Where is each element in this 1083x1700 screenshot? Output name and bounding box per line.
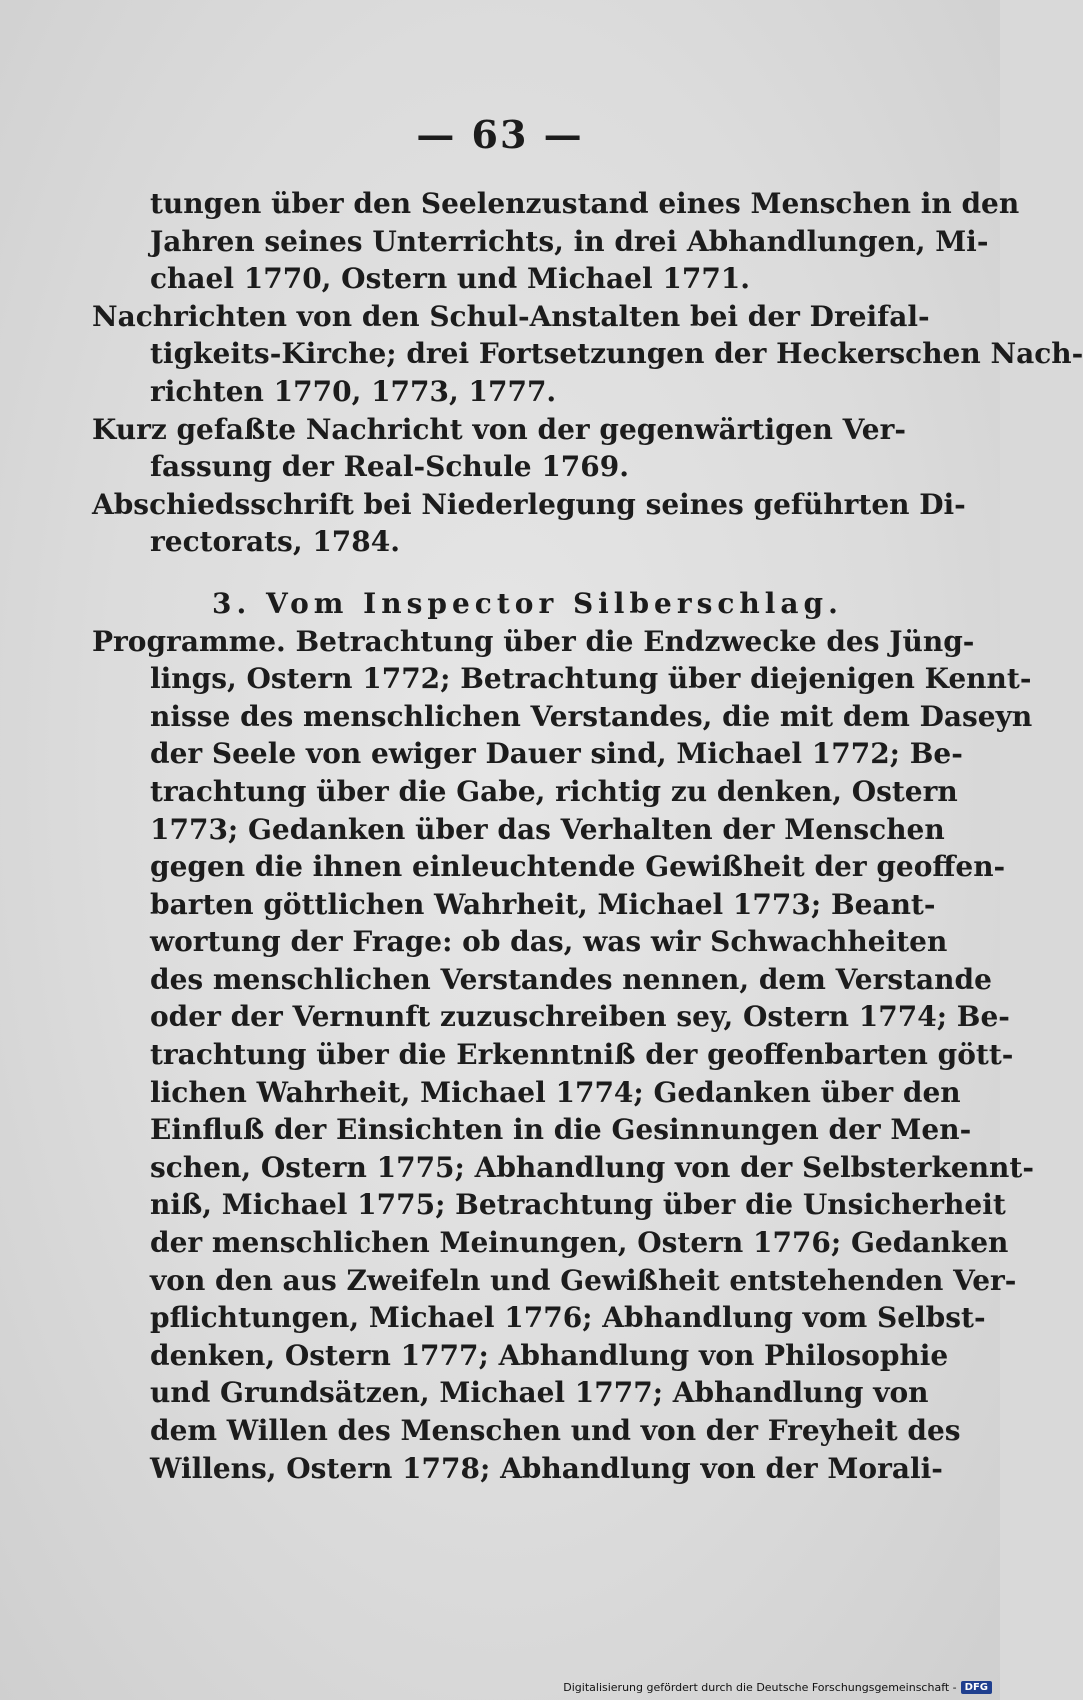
text-line: niß, Michael 1775; Betrachtung über die Unsicherheit: [150, 1188, 1006, 1222]
text-line: der menschlichen Meinungen, Ostern 1776; Gedanken: [150, 1226, 1009, 1260]
text-line: und Grundsätzen, Michael 1777; Abhandlung von: [150, 1376, 929, 1410]
text-line: lings, Ostern 1772; Betrachtung über diejenigen Kennt-: [150, 662, 1032, 696]
text-line: richten 1770, 1773, 1777.: [150, 374, 557, 408]
text-line: schen, Ostern 1775; Abhandlung von der Selbsterkennt-: [150, 1150, 1034, 1184]
digitization-credit: [563, 1676, 992, 1698]
text-line: des menschlichen Verstandes nennen, dem Verstande: [150, 962, 992, 996]
page-number: — 63 —: [416, 112, 584, 157]
body-text: [92, 185, 1083, 1487]
text-line: fassung der Real-Schule 1769.: [150, 450, 629, 484]
text-line: barten göttlichen Wahrheit, Michael 1773; Beant-: [150, 887, 936, 921]
text-line: Einfluß der Einsichten in die Gesinnungen der Men-: [150, 1113, 972, 1147]
text-line: 1773; Gedanken über das Verhalten der Menschen: [150, 812, 945, 846]
text-line: denken, Ostern 1777; Abhandlung von Philosophie: [150, 1338, 949, 1372]
text-line: wortung der Frage: ob das, was wir Schwachheiten: [150, 925, 948, 959]
text-line: nisse des menschlichen Verstandes, die mit dem Daseyn: [150, 699, 1033, 733]
text-line: tungen über den Seelenzustand eines Menschen in den: [150, 187, 1020, 220]
text-line: der Seele von ewiger Dauer sind, Michael 1772; Be-: [150, 737, 963, 771]
entry-heading-line: Nachrichten von den Schul-Anstalten bei der Dreifal-: [92, 299, 930, 333]
text-line: trachtung über die Gabe, richtig zu denken, Ostern: [150, 774, 958, 808]
text-line: gegen die ihnen einleuchtende Gewißheit der geoffen-: [150, 850, 1006, 884]
text-line: lichen Wahrheit, Michael 1774; Gedanken über den: [150, 1075, 961, 1109]
entry-heading-line: Programme. Betrachtung über die Endzwecke des Jüng-: [92, 624, 975, 658]
entry-heading-line: Kurz gefaßte Nachricht von der gegenwärtigen Ver-: [92, 412, 906, 446]
text-line: dem Willen des Menschen und von der Freyheit des: [150, 1414, 961, 1447]
credit-text: Digitalisierung gefördert durch die Deutsche Forschungsgemeinschaft -: [563, 1680, 957, 1694]
text-line: oder der Vernunft zuzuschreiben sey, Ostern 1774; Be-: [150, 1000, 1010, 1034]
text-line: chael 1770, Ostern und Michael 1771.: [150, 262, 751, 296]
text-line: tigkeits-Kirche; drei Fortsetzungen der Heckerschen Nach-: [150, 337, 1083, 371]
text-line: trachtung über die Erkenntniß der geoffenbarten gött-: [150, 1038, 1014, 1072]
text-line: Willens, Ostern 1778; Abhandlung von der Morali-: [150, 1451, 943, 1485]
text-line: rectorats, 1784.: [150, 525, 400, 559]
text-line: Jahren seines Unterrichts, in drei Abhandlungen, Mi-: [150, 224, 989, 258]
text-line: pflichtungen, Michael 1776; Abhandlung vom Selbst-: [150, 1301, 986, 1335]
text-line: von den aus Zweifeln und Gewißheit entstehenden Ver-: [150, 1263, 1017, 1297]
entry-heading-line: Abschiedsschrift bei Niederlegung seines geführten Di-: [92, 487, 966, 521]
section-heading: 3. Vom Inspector Silberschlag.: [212, 586, 843, 620]
dfg-logo: DFG: [961, 1681, 992, 1694]
